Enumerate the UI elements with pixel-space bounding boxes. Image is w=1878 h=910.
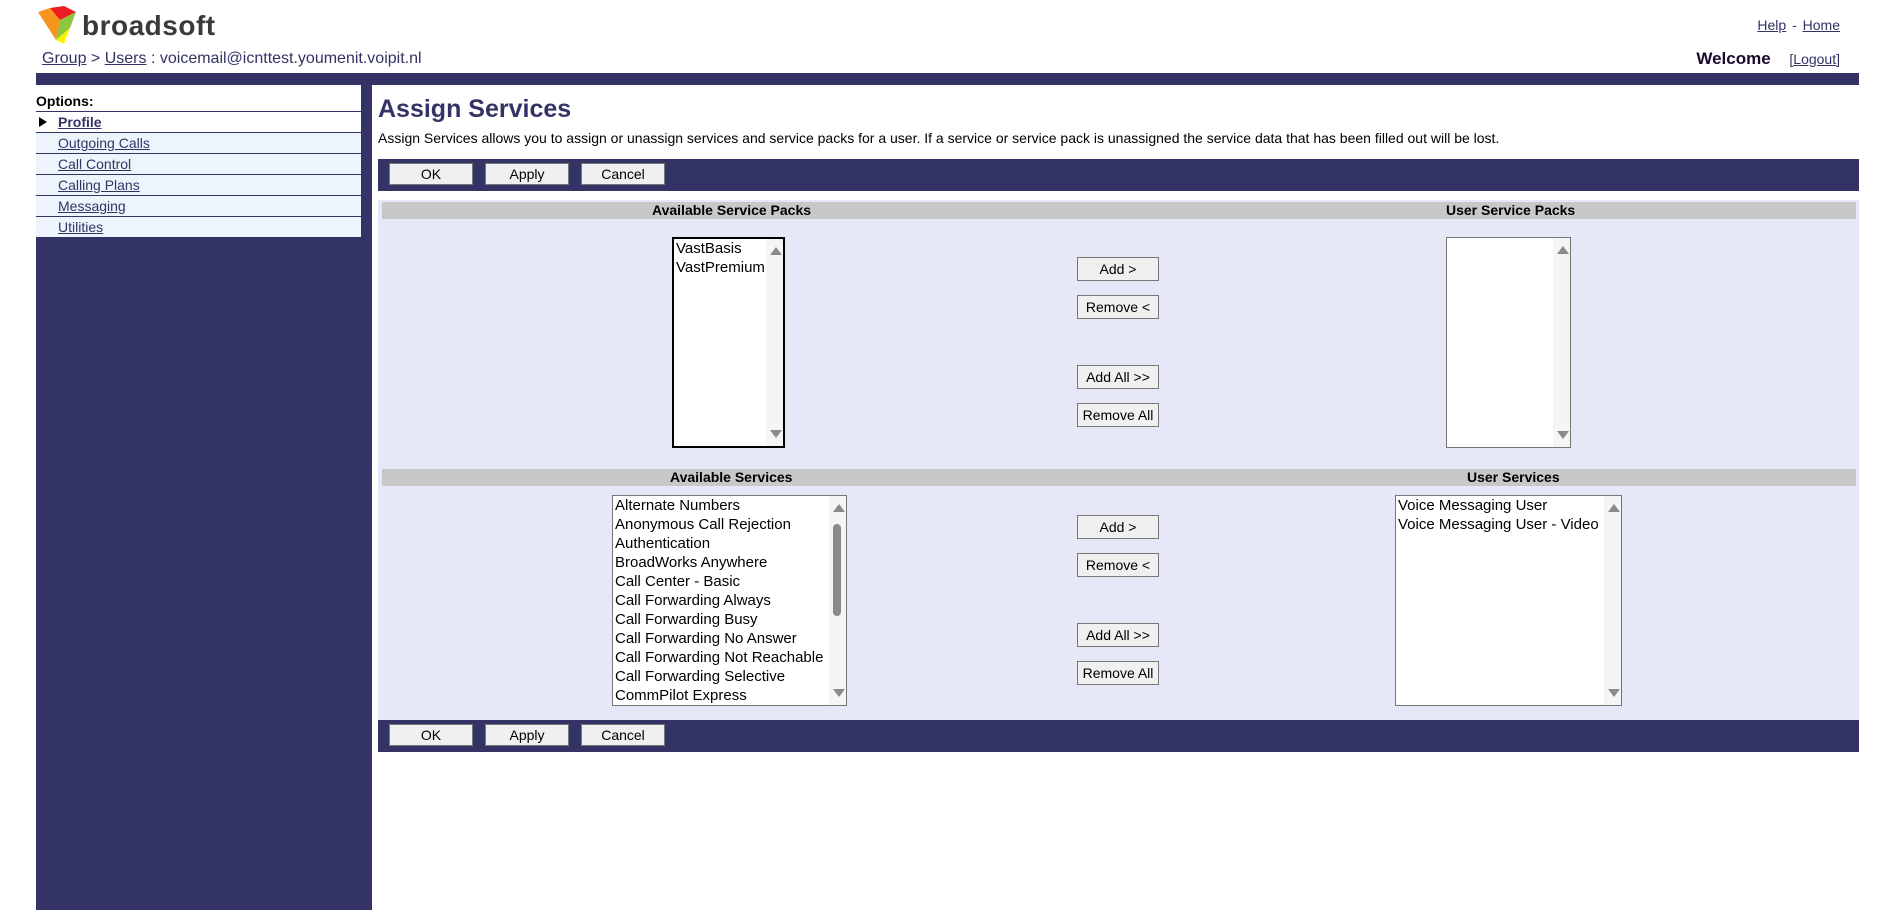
list-item[interactable]: VastPremium [676, 259, 765, 276]
broadsoft-logo-icon [36, 6, 78, 46]
breadcrumb-separator: > [90, 50, 101, 67]
home-link[interactable]: Home [1802, 17, 1840, 33]
bottom-button-bar [378, 720, 1859, 752]
breadcrumb [42, 50, 422, 68]
sidebar-item-label[interactable]: Messaging [58, 198, 126, 214]
broadsoft-logo [36, 6, 216, 46]
list-item[interactable]: Anonymous Call Rejection [615, 516, 791, 533]
list-item[interactable]: BroadWorks Anywhere [615, 554, 768, 571]
list-item[interactable]: Call Forwarding Selective [615, 668, 786, 685]
user-services-header: User Services [1467, 469, 1560, 485]
list-item[interactable]: Alternate Numbers [615, 497, 741, 514]
scroll-down-arrow-icon[interactable] [1557, 431, 1569, 439]
current-page-bullet-icon [39, 117, 47, 127]
list-item[interactable]: Call Forwarding Always [615, 592, 771, 609]
sidebar-item-label[interactable]: Profile [58, 114, 102, 130]
cancel-button[interactable]: Cancel [581, 163, 665, 185]
available-service-packs-header: Available Service Packs [652, 202, 812, 218]
remove-all-services-button[interactable]: Remove All [1077, 661, 1159, 685]
sidebar-item-label[interactable]: Outgoing Calls [58, 135, 150, 151]
assign-panel [378, 200, 1859, 724]
scroll-down-arrow-icon[interactable] [833, 689, 845, 697]
ok-button[interactable]: OK [389, 163, 473, 185]
scrollbar[interactable] [1604, 496, 1621, 705]
available-services-list[interactable] [612, 495, 847, 706]
scroll-up-arrow-icon[interactable] [833, 504, 845, 512]
sidebar-item-calling-plans[interactable] [36, 175, 361, 196]
remove-all-service-packs-button[interactable]: Remove All [1077, 403, 1159, 427]
welcome-area [1696, 49, 1840, 69]
scrollbar-thumb[interactable] [833, 524, 841, 616]
sidebar-item-label[interactable]: Utilities [58, 219, 104, 235]
breadcrumb-users-link[interactable]: Users [104, 50, 147, 67]
list-item[interactable]: Voice Messaging User [1398, 497, 1548, 514]
sidebar [36, 85, 372, 910]
list-item[interactable]: CommPilot Express [615, 687, 747, 704]
cancel-button[interactable]: Cancel [581, 724, 665, 746]
list-item[interactable]: Voice Messaging User - Video [1398, 516, 1599, 533]
add-all-services-button[interactable]: Add All >> [1077, 623, 1159, 647]
sidebar-item-utilities[interactable] [36, 217, 361, 238]
list-item[interactable]: Call Forwarding Busy [615, 611, 758, 628]
breadcrumb-separator: : [150, 50, 156, 67]
user-service-packs-header: User Service Packs [1446, 202, 1576, 218]
breadcrumb-group-link[interactable]: Group [42, 50, 87, 67]
list-item[interactable]: Call Forwarding No Answer [615, 630, 797, 647]
list-item[interactable]: Call Center - Basic [615, 573, 741, 590]
scrollbar[interactable] [829, 496, 846, 705]
user-service-packs-list[interactable] [1446, 237, 1571, 448]
scrollbar[interactable] [766, 239, 783, 446]
options-panel [36, 85, 361, 238]
list-item[interactable]: Authentication [615, 535, 711, 552]
list-item[interactable]: VastBasis [676, 240, 742, 257]
options-title: Options: [36, 85, 361, 112]
scrollbar[interactable] [1553, 238, 1570, 447]
add-service-button[interactable]: Add > [1077, 515, 1159, 539]
logout-link[interactable]: [Logout] [1789, 51, 1840, 67]
apply-button[interactable]: Apply [485, 724, 569, 746]
top-divider-bar [36, 73, 1859, 85]
services-header [382, 469, 1856, 486]
help-link[interactable]: Help [1757, 17, 1787, 33]
sidebar-item-outgoing-calls[interactable] [36, 133, 361, 154]
sidebar-item-label[interactable]: Call Control [58, 156, 132, 172]
user-services-list[interactable] [1395, 495, 1622, 706]
scroll-up-arrow-icon[interactable] [1608, 504, 1620, 512]
scroll-down-arrow-icon[interactable] [1608, 689, 1620, 697]
remove-service-button[interactable]: Remove < [1077, 553, 1159, 577]
logo-text: broadsoft [82, 10, 216, 41]
sidebar-item-call-control[interactable] [36, 154, 361, 175]
scroll-up-arrow-icon[interactable] [1557, 246, 1569, 254]
sidebar-item-label[interactable]: Calling Plans [58, 177, 140, 193]
available-services-header: Available Services [670, 469, 793, 485]
apply-button[interactable]: Apply [485, 163, 569, 185]
page-description: Assign Services allows you to assign or unassign services and service packs for a user. If a service or service pack is unassigned the service data that has been filled out will be lost. [378, 130, 1500, 146]
link-separator: - [1792, 17, 1797, 33]
top-links [1757, 17, 1840, 33]
add-service-pack-button[interactable]: Add > [1077, 257, 1159, 281]
sidebar-item-messaging[interactable] [36, 196, 361, 217]
welcome-label: Welcome [1696, 49, 1771, 68]
scroll-up-arrow-icon[interactable] [770, 247, 782, 255]
list-item[interactable]: Call Forwarding Not Reachable [615, 649, 824, 666]
page-title: Assign Services [378, 95, 572, 123]
top-button-bar [378, 159, 1859, 191]
sidebar-item-profile[interactable] [36, 112, 361, 133]
available-service-packs-list[interactable] [672, 237, 785, 448]
breadcrumb-user: voicemail@icnttest.youmenit.voipit.nl [159, 50, 422, 67]
scroll-down-arrow-icon[interactable] [770, 430, 782, 438]
service-packs-header [382, 202, 1856, 219]
ok-button[interactable]: OK [389, 724, 473, 746]
add-all-service-packs-button[interactable]: Add All >> [1077, 365, 1159, 389]
remove-service-pack-button[interactable]: Remove < [1077, 295, 1159, 319]
